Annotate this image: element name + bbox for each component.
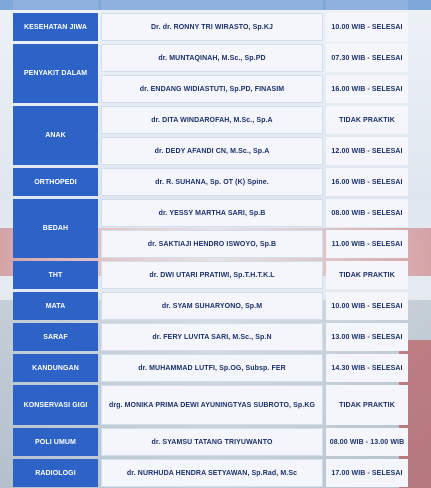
doctor-name-cell: dr. FERY LUVITA SARI, M.Sc., Sp.N xyxy=(101,323,323,351)
practice-time-cell: 16.00 WIB - SELESAI xyxy=(326,168,408,196)
doctor-name-cell: dr. SAKTIAJI HENDRO ISWOYO, Sp.B xyxy=(101,230,323,258)
department-cell: THT xyxy=(13,261,98,289)
header-bar-time xyxy=(326,0,408,10)
department-cell: ANAK xyxy=(13,106,98,165)
practice-time-cell: 07.30 WIB - SELESAI xyxy=(326,44,408,72)
doctor-name-cell: dr. NURHUDA HENDRA SETYAWAN, Sp.Rad, M.Sc xyxy=(101,459,323,487)
department-cell: ORTHOPEDI xyxy=(13,168,98,196)
doctor-name-cell: dr. R. SUHANA, Sp. OT (K) Spine. xyxy=(101,168,323,196)
doctor-name-cell: dr. DEDY AFANDI CN, M.Sc., Sp.A xyxy=(101,137,323,165)
practice-time-cell: 10.00 WIB - SELESAI xyxy=(326,292,408,320)
practice-time-cell: 17.00 WIB - SELESAI xyxy=(326,459,408,487)
department-cell: BEDAH xyxy=(13,199,98,258)
doctor-name-cell: dr. ENDANG WIDIASTUTI, Sp.PD, FINASIM xyxy=(101,75,323,103)
practice-time-cell: TIDAK PRAKTIK xyxy=(326,261,408,289)
doctor-name-cell: dr. DITA WINDAROFAH, M.Sc., Sp.A xyxy=(101,106,323,134)
practice-time-cell: TIDAK PRAKTIK xyxy=(326,106,408,134)
header-bar-doctor xyxy=(101,0,323,10)
practice-time-cell: 08.00 WIB - SELESAI xyxy=(326,199,408,227)
doctor-name-cell: dr. SYAM SUHARYONO, Sp.M xyxy=(101,292,323,320)
practice-time-cell: 12.00 WIB - SELESAI xyxy=(326,137,408,165)
department-cell: KESEHATAN JIWA xyxy=(13,13,98,41)
doctor-name-cell: dr. SYAMSU TATANG TRIYUWANTO xyxy=(101,428,323,456)
practice-time-cell: 14.30 WIB - SELESAI xyxy=(326,354,408,382)
doctor-name-cell: dr. DWI UTARI PRATIWI, Sp.T.H.T.K.L xyxy=(101,261,323,289)
doctor-name-cell: Dr. dr. RONNY TRI WIRASTO, Sp.KJ xyxy=(101,13,323,41)
doctor-name-cell: drg. MONIKA PRIMA DEWI AYUNINGTYAS SUBROTO, Sp.KG xyxy=(101,385,323,425)
practice-time-cell: 16.00 WIB - SELESAI xyxy=(326,75,408,103)
practice-time-cell: TIDAK PRAKTIK xyxy=(326,385,408,425)
department-cell: RADIOLOGI xyxy=(13,459,98,487)
practice-time-cell: 13.00 WIB - SELESAI xyxy=(326,323,408,351)
doctor-name-cell: dr. YESSY MARTHA SARI, Sp.B xyxy=(101,199,323,227)
department-cell: POLI UMUM xyxy=(13,428,98,456)
department-cell: SARAF xyxy=(13,323,98,351)
practice-time-cell: 08.00 WIB - 13.00 WIB xyxy=(326,428,408,456)
department-cell: PENYAKIT DALAM xyxy=(13,44,98,103)
doctor-name-cell: dr. MUNTAQINAH, M.Sc., Sp.PD xyxy=(101,44,323,72)
department-cell: MATA xyxy=(13,292,98,320)
doctor-name-cell: dr. MUHAMMAD LUTFI, Sp.OG, Subsp. FER xyxy=(101,354,323,382)
practice-time-cell: 10.00 WIB - SELESAI xyxy=(326,13,408,41)
practice-time-cell: 11.00 WIB - SELESAI xyxy=(326,230,408,258)
department-cell: KONSERVASI GIGI xyxy=(13,385,98,425)
header-bar-dept xyxy=(13,0,98,10)
department-cell: KANDUNGAN xyxy=(13,354,98,382)
